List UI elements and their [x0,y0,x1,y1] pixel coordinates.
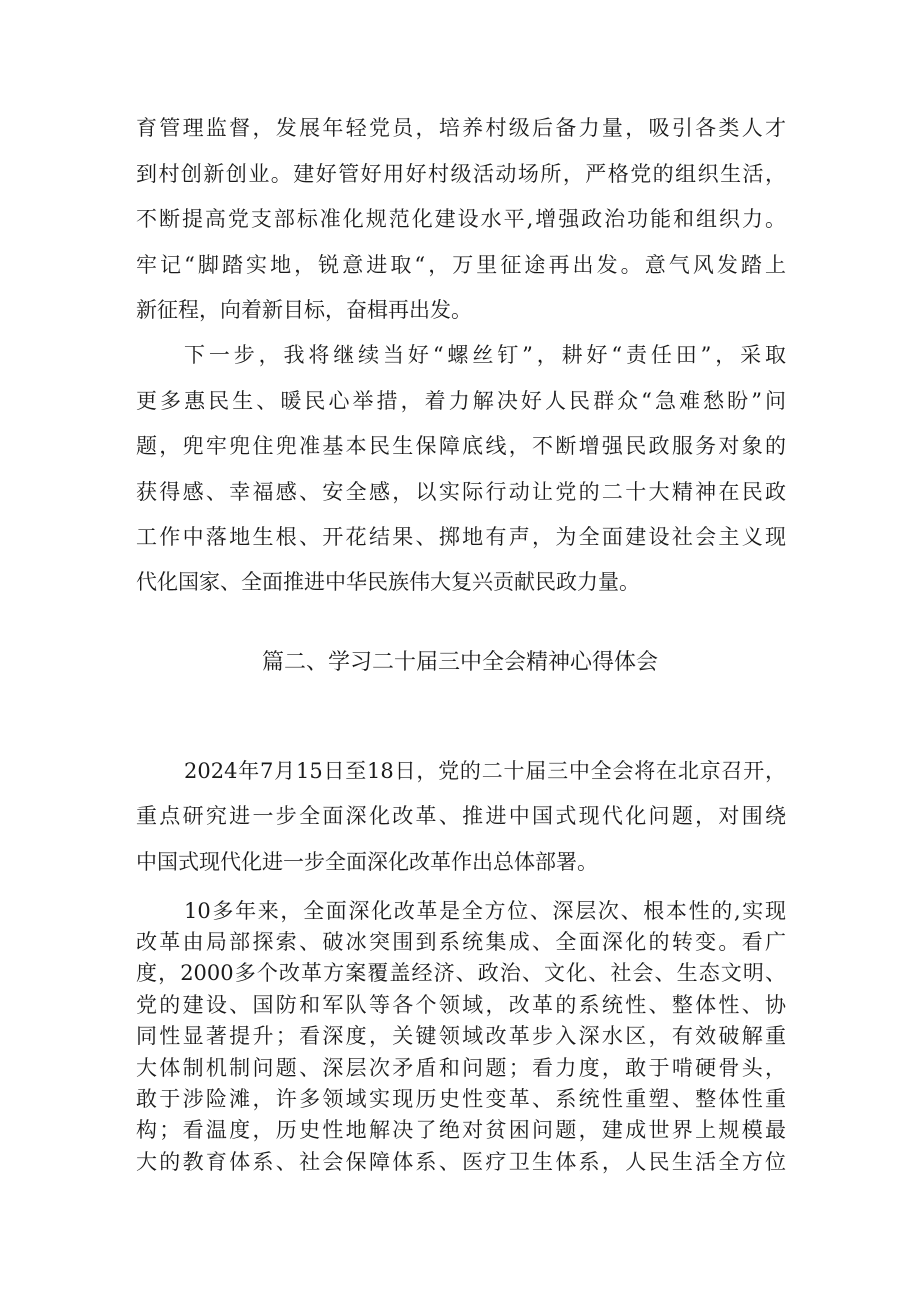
text-line: 牢记“脚踏实地，锐意进取“，万里征途再出发。意气风发踏上 [136,253,786,277]
text-line: 10多年来，全面深化改革是全方位、深层次、根本性的,实现 [184,899,786,923]
text-line: 敢于涉险滩，许多领域实现历史性变革、系统性重塑、整体性重 [136,1087,786,1111]
text-line: 中国式现代化进一步全面深化改革作出总体部署。 [136,850,598,874]
text-line: 构；看温度，历史性地解决了绝对贫困问题，建成世界上规模最 [136,1118,786,1142]
text-line: 改革由局部探索、破冰突围到系统集成、全面深化的转变。看广 [136,930,786,954]
text-line: 重点研究进一步全面深化改革、推进中国式现代化问题，对围绕 [136,804,786,828]
text-line: 度，2000多个改革方案覆盖经济、政治、文化、社会、生态文明、 [136,961,786,985]
text-line: 代化国家、全面推进中华民族伟大复兴贡献民政力量。 [136,570,640,594]
text-line: 大体制机制问题、深层次矛盾和问题；看力度，敢于啃硬骨头， [136,1056,786,1080]
text-line: 不断提高党支部标准化规范化建设水平,增强政治功能和组织力。 [136,207,786,231]
text-line: 题，兜牢兜住兜准基本民生保障底线，不断增强民政服务对象的 [136,434,786,458]
text-line: 育管理监督，发展年轻党员，培养村级后备力量，吸引各类人才 [136,116,786,140]
text-line: 2024年7月15日至18日，党的二十届三中全会将在北京召开， [184,759,786,783]
text-line: 到村创新创业。建好管好用好村级活动场所，严格党的组织生活， [136,162,786,186]
text-line: 同性显著提升；看深度，关键领域改革步入深水区，有效破解重 [136,1024,786,1048]
text-line: 新征程，向着新目标，奋楫再出发。 [136,298,472,322]
text-line: 大的教育体系、社会保障体系、医疗卫生体系，人民生活全方位 [136,1150,786,1174]
text-line: 下一步，我将继续当好“螺丝钉”，耕好“责任田”，采取 [184,343,786,367]
text-line: 党的建设、国防和军队等各个领域，改革的系统性、整体性、协 [136,993,786,1017]
text-line: 工作中落地生根、开花结果、掷地有声，为全面建设社会主义现 [136,525,786,549]
text-line: 更多惠民生、暖民心举措，着力解决好人民群众“急难愁盼”问 [136,389,786,413]
text-line: 获得感、幸福感、安全感，以实际行动让党的二十大精神在民政 [136,480,786,504]
section-heading: 篇二、学习二十届三中全会精神心得体会 [261,650,658,675]
